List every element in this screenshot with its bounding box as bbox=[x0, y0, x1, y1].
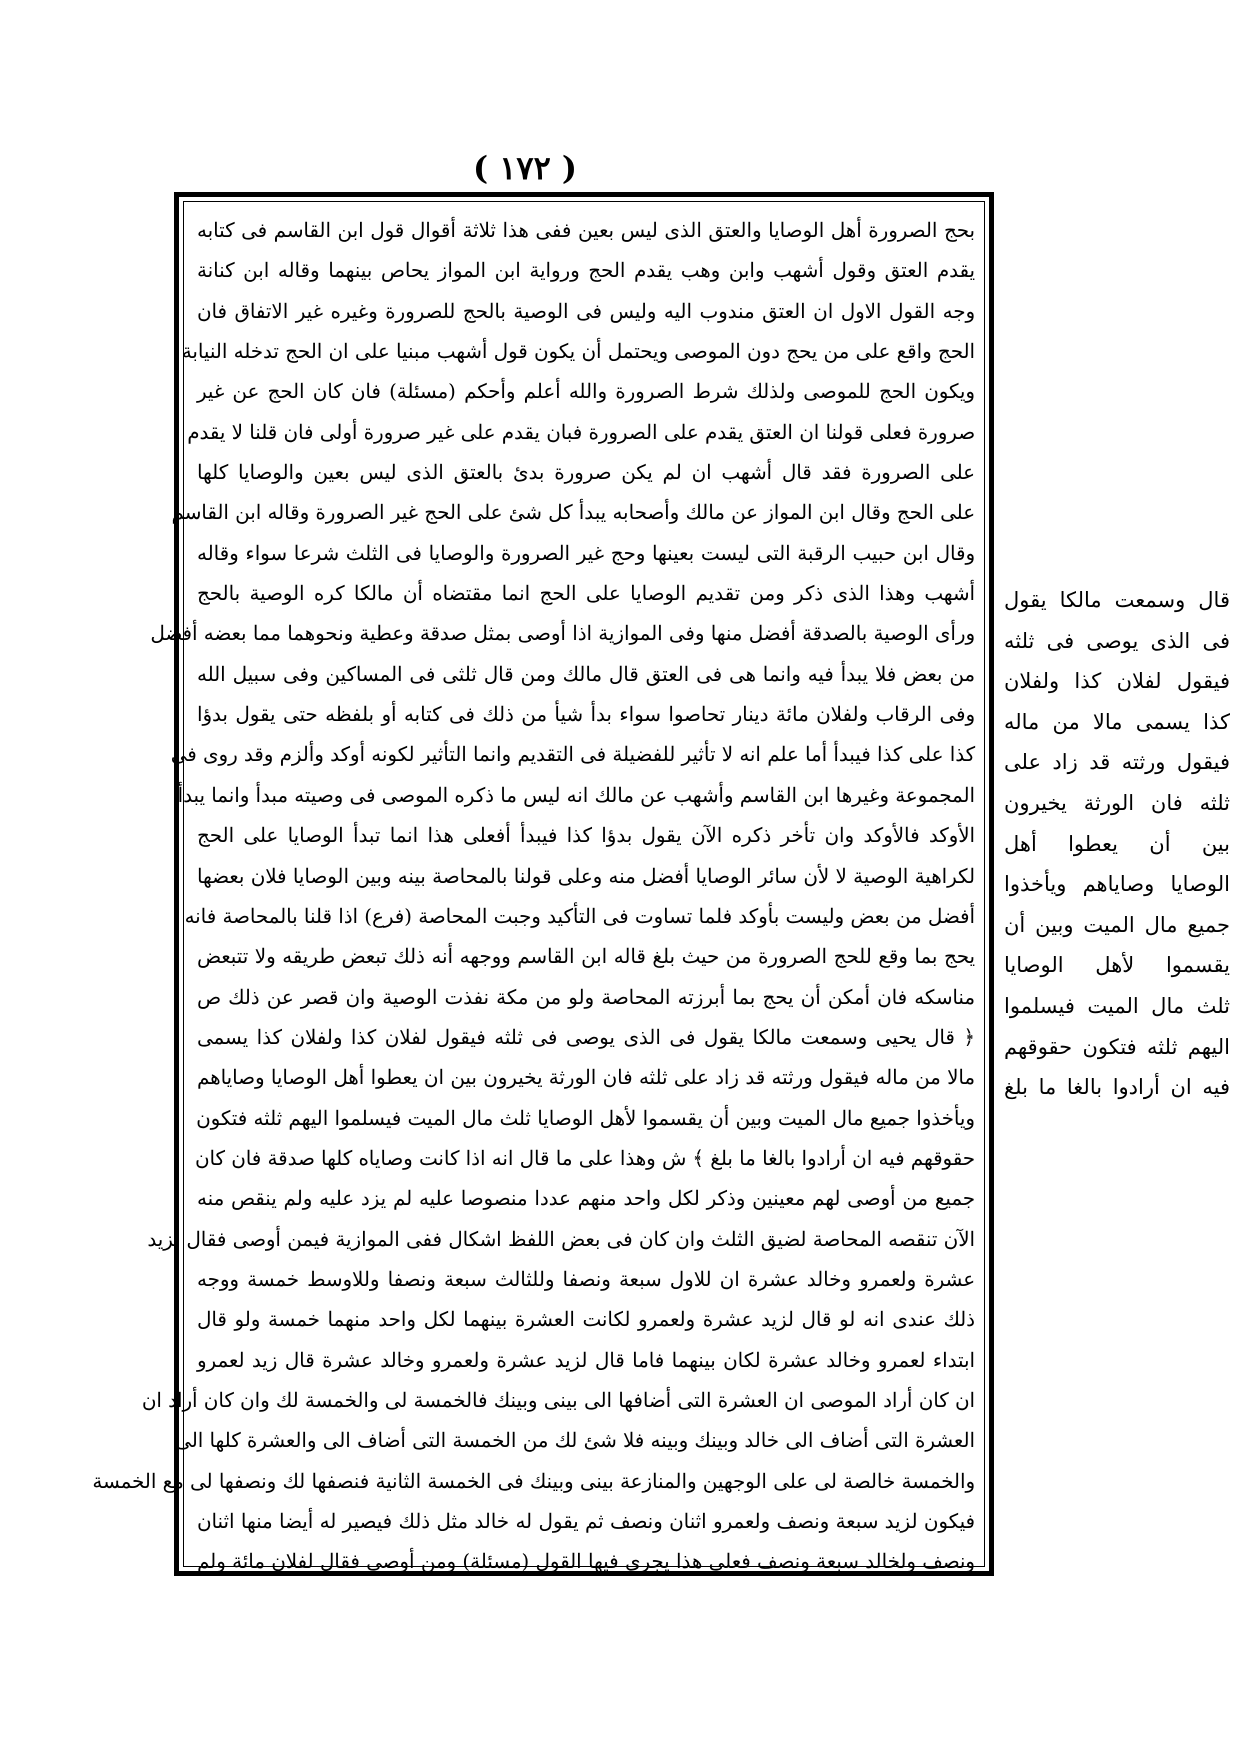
main-text-line: يحج بما وقع للحج الصرورة من حيث بلغ قاله ابن القاسم ووجهه أنه ذلك تبعض طريقه ولا تتبعض bbox=[197, 945, 975, 969]
margin-note-line: قال وسمعت مالكا يقول bbox=[1004, 588, 1230, 612]
main-text-line: فيكون لزيد سبعة ونصف ولعمرو اثنان ونصف ثم يقول له خالد مثل ذلك فيصير له أيضا منها اثنان bbox=[197, 1510, 975, 1533]
margin-note-line: ثلث مال الميت فيسلموا bbox=[1004, 993, 1230, 1018]
text-frame bbox=[92, 192, 994, 1576]
main-text-line: الآن تنقصه المحاصة لضيق الثلث وان كان فى بعض اللفظ اشكال ففى الموازية فيمن أوصى فقال لزيد bbox=[147, 1227, 975, 1251]
main-text-line: مناسكه فان أمكن أن يحج بما أبرزته المحاصة ولو من مكة نفذت الوصية وان قصر عن ذلك ص bbox=[197, 985, 975, 1009]
margin-note-line: فى الذى يوصى فى ثلثه bbox=[1004, 628, 1230, 653]
main-text-line: عشرة ولعمرو وخالد عشرة ان للاول سبعة ونصفا وللثالث سبعة ونصفا وللاوسط خمسة ووجه bbox=[197, 1267, 975, 1291]
main-text-line: والخمسة خالصة لى على الوجهين والمنازعة بينى وبينك فى الخمسة الثانية فنصفها لك ونصفها لى مع الخمسة bbox=[92, 1469, 975, 1493]
margin-note-line: كذا يسمى مالا من ماله bbox=[1004, 709, 1230, 734]
margin-note-line: فيه ان أرادوا بالغا ما بلغ bbox=[1004, 1075, 1230, 1100]
main-text-line: بحج الصرورة أهل الوصايا والعتق الذى ليس بعين ففى هذا ثلاثة أقوال قول ابن القاسم فى كتابه bbox=[197, 219, 975, 242]
margin-note-line: فيقول لفلان كذا ولفلان bbox=[1004, 669, 1230, 694]
main-text-line: وفى الرقاب ولفلان مائة دينار تحاصوا سواء بدأ شيأ من ذلك فى كتابه أو بلفظه حتى يقول بدؤا bbox=[197, 703, 975, 727]
main-text-line: حقوقهم فيه ان أرادوا بالغا ما بلغ ﴾ ش وهذا على ما قال انه اذا كانت وصاياه كلها صدقة فان كان bbox=[194, 1146, 975, 1170]
main-text-block bbox=[92, 211, 975, 1574]
main-text-line: ﴿ قال يحيى وسمعت مالكا يقول فى الذى يوصى فى ثلثه فيقول لفلان كذا ولفلان كذا يسمى bbox=[197, 1025, 975, 1049]
main-text-line: المجموعة وغيرها ابن القاسم وأشهب عن مالك انه ليس ما ذكره الموصى فى وصيته مبدأ وانما يبدأ bbox=[177, 783, 975, 807]
margin-note bbox=[1004, 580, 1230, 1108]
main-text-line: وجه القول الاول ان العتق مندوب اليه وليس فى الوصية بالحج للصرورة وغيره غير الاتفاق فان bbox=[197, 299, 975, 323]
main-text-line: وقال ابن حبيب الرقبة التى ليست بعينها وحج غير الصرورة والوصايا فى الثلث شرعا سواء وقاله bbox=[197, 541, 975, 565]
main-text-line: أشهب وهذا الذى ذكر ومن تقديم الوصايا على الحج انما مقتضاه أن مالكا كره الوصية بالحج bbox=[197, 582, 975, 606]
main-text-line: على الصرورة فقد قال أشهب ان لم يكن صرورة بدئ بالعتق الذى ليس بعين والوصايا كلها bbox=[197, 461, 975, 485]
main-text-line: ان كان أراد الموصى ان العشرة التى أضافها الى بينى وبينك فالخمسة لى والخمسة لك وان كان أراد ان bbox=[141, 1388, 975, 1412]
main-text-line: ابتداء لعمرو وخالد عشرة لكان بينهما فاما قال لزيد عشرة ولعمرو وخالد عشرة قال زيد لعمرو bbox=[197, 1348, 975, 1372]
main-text-line: جميع من أوصى لهم معينين وذكر لكل واحد منهم عددا منصوصا عليه لم يزد عليه ولم ينقص منه bbox=[197, 1187, 975, 1211]
margin-note-line: ثلثه فان الورثة يخيرون bbox=[1004, 790, 1230, 815]
main-text-line: ورأى الوصية بالصدقة أفضل منها وفى الموازية اذا أوصى بمثل صدقة وعطية ونحوهما مما بعضه أفضل bbox=[150, 622, 975, 646]
main-text-line: على الحج وقال ابن المواز عن مالك وأصحابه يبدأ كل شئ على الحج غير الصرورة وقاله ابن القاسم bbox=[171, 501, 975, 525]
margin-note-line: جميع مال الميت وبين أن bbox=[1004, 912, 1230, 937]
main-text-line: الأوكد فالأوكد وان تأخر ذكره الآن يقول بدؤا كذا فيبدأ أفعلى هذا انما تبدأ الوصايا على الحج bbox=[197, 824, 975, 848]
main-text-line: ويكون الحج للموصى ولذلك شرط الصرورة والله أعلم وأحكم (مسئلة) فان كان الحج عن غير bbox=[197, 380, 975, 404]
margin-note-line: فيقول ورثته قد زاد على bbox=[1004, 750, 1230, 775]
margin-note-line: يقسموا لأهل الوصايا bbox=[1004, 953, 1230, 978]
main-text-line: من بعض فلا يبدأ فيه وانما هى فى العتق قال مالك ومن قال ثلثى فى المساكين وفى سبيل الله bbox=[197, 662, 975, 686]
main-text-line: يقدم العتق وقول أشهب وابن وهب يقدم الحج ورواية ابن المواز يحاص بينهما وقاله ابن كنانة bbox=[197, 259, 975, 283]
main-text-line: كذا على كذا فيبدأ أما علم انه لا تأثير للفضيلة فى التقديم وانما التأثير لكونه أوكد وألزم وقد روى فى bbox=[170, 743, 975, 767]
main-text-line: ذلك عندى انه لو قال لزيد عشرة ولعمرو لكانت العشرة بينهما لكل واحد منهما خمسة ولو قال bbox=[197, 1308, 975, 1332]
main-text-line: الحج واقع على من يحج دون الموصى ويحتمل أن يكون قول أشهب مبنيا على ان الحج تدخله النيابة bbox=[181, 340, 975, 364]
main-text-line: صرورة فعلى قولنا ان العتق يقدم على الصرورة فبان يقدم على غير صرورة أولى فان قلنا لا يقدم bbox=[187, 420, 975, 444]
main-text-line: ونصف ولخالد سبعة ونصف فعلى هذا يجرى فيها القول (مسئلة) ومن أوصى فقال لفلان مائة ولم bbox=[197, 1550, 975, 1574]
margin-note-line: اليهم ثلثه فتكون حقوقهم bbox=[1004, 1034, 1230, 1059]
page-number: ( ١٧٢ ) bbox=[472, 149, 578, 187]
margin-note-line: بين أن يعطوا أهل bbox=[1004, 831, 1230, 856]
main-text-line: العشرة التى أضاف الى خالد وبينك وبينه فلا شئ لك من الخمسة التى أضاف الى والعشرة كلها الى bbox=[175, 1429, 975, 1453]
main-text-line: ويأخذوا جميع مال الميت وبين أن يقسموا لأهل الوصايا ثلث مال الميت فيسلموا اليهم ثلثه فتكون bbox=[196, 1106, 975, 1130]
margin-note-line: الوصايا وصاياهم ويأخذوا bbox=[1004, 872, 1230, 897]
main-text-line: أفضل من بعض وليست بأوكد فلما تساوت فى التأكيد وجبت المحاصة (فرع) اذا قلنا بالمحاصة فانه bbox=[184, 904, 975, 928]
main-text-line: لكراهية الوصية لا لأن سائر الوصايا أفضل منه وعلى قولنا بالمحاصة بينه وبين الوصايا فلان بعضها bbox=[197, 864, 975, 888]
main-text-line: مالا من ماله فيقول ورثته قد زاد على ثلثه فان الورثة يخيرون بين ان يعطوا أهل الوصايا وصاياهم bbox=[197, 1066, 975, 1090]
